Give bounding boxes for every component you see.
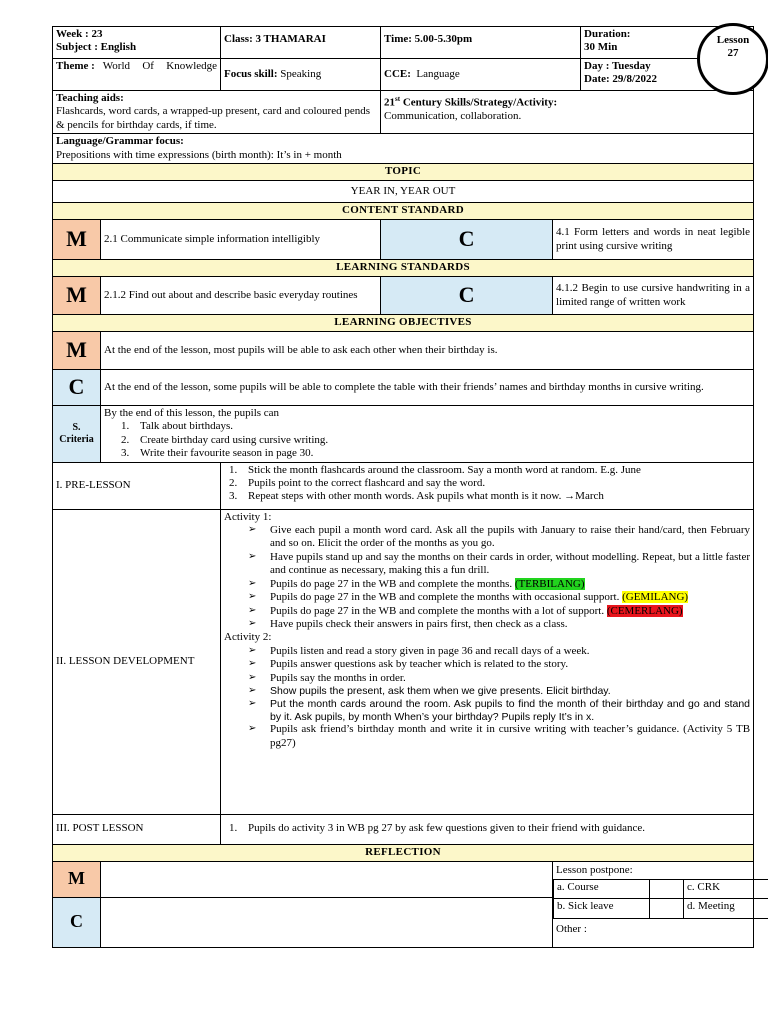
pre-lesson-item: 1. Stick the month flashcards around the classroom. Say a month word at random. E.g. June (240, 464, 750, 477)
activity1-title: Activity 1: (224, 510, 272, 523)
s-intro: By the end of this lesson, the pupils can (104, 407, 280, 420)
content-standard-c-badge: C (381, 220, 553, 260)
cemerlang-tag: (CEMERLANG) (606, 604, 683, 617)
activity2-list (224, 645, 750, 750)
content-standard-m-badge: M (53, 220, 101, 260)
theme-cell (53, 59, 221, 91)
objectives-c-text: At the end of the lesson, some pupils will be able to complete the table with their friends’ names and birthday months in cursive writing. (101, 370, 754, 406)
teaching-aids-label: Teaching aids: (56, 92, 124, 104)
postpone-other: Other : (556, 923, 587, 936)
content-standard-m-text: 2.1 Communicate simple information intelligibly (101, 220, 381, 260)
reflection-c-badge: C (53, 897, 101, 947)
grammar-text: Prepositions with time expressions (birth month): It’s in + month (56, 148, 342, 161)
skills-text: Communication, collaboration. (384, 110, 522, 123)
post-lesson-cell (221, 814, 754, 844)
learning-standards-m-text: 2.1.2 Find out about and describe basic everyday routines (101, 277, 381, 315)
activity2-item: ➢ Pupils answer questions ask by teacher which is related to the story. (248, 658, 750, 671)
objectives-m-badge: M (53, 332, 101, 370)
theme-label: Theme : (56, 60, 95, 72)
lesson-number-badge (697, 23, 768, 95)
time: Time: 5.00-5.30pm (381, 27, 581, 59)
activity1-item: ➢ Have pupils check their answers in pairs first, then check as a class. (248, 618, 750, 631)
grammar-label: Language/Grammar focus: (56, 135, 184, 148)
activity1-item: ➢ Pupils do page 27 in the WB and complete the months with a lot of support. (CEMERLANG) (248, 605, 750, 618)
development-label: II. LESSON DEVELOPMENT (53, 509, 221, 814)
s-items (104, 420, 750, 460)
class: Class: 3 THAMARAI (221, 27, 381, 59)
activity1-item: ➢ Have pupils stand up and say the months on their cards in order, without modelling. Repeat, but a little faster and continue as necessary, making this a fun drill. (248, 551, 750, 578)
postpone-sick-leave: b. Sick leave (554, 899, 650, 919)
postpone-table (553, 879, 768, 919)
reflection-m-badge: M (53, 861, 101, 897)
post-lesson-label: III. POST LESSON (53, 814, 221, 844)
cce-value: Language (416, 67, 460, 80)
learning-standards-heading: LEARNING STANDARDS (53, 260, 754, 277)
content-standard-c-text: 4.1 Form letters and words in neat legible print using cursive writing (553, 220, 754, 260)
lesson-number: 27 (727, 47, 739, 60)
activity2-item: ➢ Pupils ask friend’s birthday month and write it in cursive writing with teacher’s guidance. (Activity 5 TB pg27) (248, 723, 750, 750)
duration-label: Duration: (584, 28, 631, 40)
activity1-item: ➢ Pupils do page 27 in the WB and complete the months. (TERBILANG) (248, 578, 750, 591)
cce-label: CCE: (384, 67, 411, 80)
reflection-c-field[interactable] (101, 897, 553, 947)
grammar-cell (53, 134, 754, 164)
activity2-item: ➢ Pupils say the months in order. (248, 672, 750, 685)
postpone-label: Lesson postpone: (556, 863, 633, 876)
learning-standards-c-text: 4.1.2 Begin to use cursive handwriting in a limited range of written work (553, 277, 754, 315)
day: Day : Tuesday (584, 60, 651, 72)
pre-lesson-items (224, 464, 750, 504)
pre-lesson-item: 2. Pupils point to the correct flashcard and say the word. (240, 477, 750, 490)
skills-label: 21st Century Skills/Strategy/Activity: (384, 95, 558, 109)
activity1-item: ➢ Pupils do page 27 in the WB and complete the months with occasional support. (GEMILANG) (248, 591, 750, 604)
objectives-m-text: At the end of the lesson, most pupils will be able to ask each other when their birthday is. (101, 332, 754, 370)
activity1-list (224, 524, 750, 631)
skills-cell (381, 91, 754, 134)
content-standard-heading: CONTENT STANDARD (53, 203, 754, 220)
focus-skill-cell (221, 59, 381, 91)
terbilang-tag: (TERBILANG) (514, 577, 585, 590)
learning-standards-c-badge: C (381, 277, 553, 315)
week-subject-cell (53, 27, 221, 59)
focus-skill-label: Focus skill: (224, 67, 278, 80)
pre-lesson-label: I. PRE-LESSON (53, 462, 221, 509)
postpone-crk: c. CRK (684, 880, 768, 899)
lesson-label: Lesson (716, 34, 750, 46)
lesson-plan-table (52, 26, 754, 948)
teaching-aids-cell (53, 91, 381, 134)
activity2-title: Activity 2: (224, 631, 272, 644)
date: Date: 29/8/2022 (584, 73, 658, 86)
learning-standards-m-badge: M (53, 277, 101, 315)
activity2-item: ➢ Pupils listen and read a story given in page 36 and recall days of a week. (248, 645, 750, 658)
post-lesson-items (224, 822, 750, 835)
success-criteria-cell (101, 406, 754, 463)
success-criteria-badge (53, 406, 101, 463)
reflection-m-field[interactable] (101, 861, 553, 897)
subject: Subject : English (56, 41, 137, 54)
postpone-sick-leave-check[interactable] (650, 899, 684, 919)
post-lesson-item: 1. Pupils do activity 3 in WB pg 27 by ask few questions given to their friend with guidance. (240, 822, 750, 835)
theme-value: World Of Knowledge (102, 60, 218, 72)
activity2-item: ➢ Show pupils the present, ask them when we give presents. Elicit birthday. (248, 685, 750, 698)
activity1-item: ➢ Give each pupil a month word card. Ask all the pupils with January to raise their hand/card, then February and so on. Elicit the order of the months as you go. (248, 524, 750, 551)
objectives-heading: LEARNING OBJECTIVES (53, 315, 754, 332)
duration-value: 30 Min (584, 41, 618, 54)
s-item: 1. Talk about birthdays. (132, 420, 750, 433)
week: Week : 23 (56, 28, 103, 40)
s-item: 3. Write their favourite season in page 30. (132, 447, 750, 460)
pre-lesson-cell (221, 462, 754, 509)
reflection-heading: REFLECTION (53, 844, 754, 861)
s-label-2: Criteria (59, 433, 94, 445)
objectives-c-badge: C (53, 370, 101, 406)
postpone-course-check[interactable] (650, 880, 684, 899)
postpone-meeting: d. Meeting (684, 899, 768, 919)
pre-lesson-item: 3. Repeat steps with other month words. Ask pupils what month is it now. →March (240, 490, 750, 503)
development-cell (221, 509, 754, 814)
cce-cell (381, 59, 581, 91)
activity2-item: ➢ Put the month cards around the room. Ask pupils to find the month of their birthday and go and stand by it. Ask pupils, by month When’s your birthday? Pupils reply It’s in x. (248, 698, 750, 724)
teaching-aids-text: Flashcards, word cards, a wrapped-up present, card and coloured pends & pencils for birthday cards, if time. (56, 105, 370, 131)
topic-heading: TOPIC (53, 164, 754, 181)
postpone-cell (553, 861, 754, 947)
lesson-plan (52, 26, 753, 948)
focus-skill-value: Speaking (280, 67, 322, 80)
s-label-1: S. (72, 421, 81, 433)
postpone-course: a. Course (554, 880, 650, 899)
gemilang-tag: (GEMILANG) (622, 591, 689, 604)
s-item: 2. Create birthday card using cursive writing. (132, 434, 750, 447)
topic-value: YEAR IN, YEAR OUT (53, 181, 754, 203)
